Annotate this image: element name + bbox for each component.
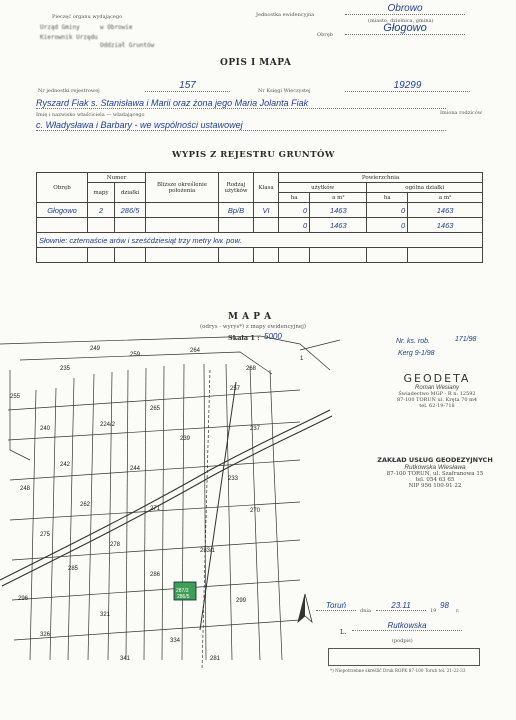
geodeta-title: GEODETA [403, 372, 471, 385]
parcel-label: 233 [228, 476, 239, 482]
th-klasa: Klasa [254, 173, 279, 203]
signature-value: Rutkowska [352, 621, 462, 631]
cell-dzialki: 286/5 [115, 203, 146, 218]
zaklad-line: tel. 054 63 65 [415, 477, 455, 483]
parcel-label: 262 [80, 502, 91, 508]
cell-uz-ha: 0 [279, 203, 310, 218]
footer-r-label: r. [456, 608, 460, 614]
owner-line-2-label: Imię i nazwisko właściciela — władającego [36, 112, 145, 118]
footer-small-stamp [328, 648, 480, 666]
cell-uz-a: 1463 [310, 203, 367, 218]
parcel-label: 1 [300, 356, 304, 362]
th-uzytkow: użytków [279, 183, 367, 193]
issuer-stamp-line: w Obrowie [100, 24, 133, 31]
parcel-label: 240 [40, 426, 51, 432]
skala-label: Skala 1 : [228, 334, 260, 342]
north-arrow-icon [292, 592, 318, 626]
parcel-label: 255 [10, 394, 21, 400]
th-ha: ha [279, 193, 310, 203]
nr-jednostki-value: 157 [145, 80, 230, 92]
footer-year: 98 [440, 601, 449, 610]
parcel-label: 286 [150, 572, 161, 578]
th-ha: ha [367, 193, 408, 203]
issuer-stamp [30, 14, 180, 54]
zaklad-line: NIP 956 100-91 22 [408, 483, 462, 489]
cell-miejsce [146, 203, 219, 218]
parcel-label: 285 [68, 566, 79, 572]
th-dzialki: działki [115, 183, 146, 203]
parcel-label: 278 [110, 542, 121, 548]
wypis-table [36, 172, 483, 263]
parcel-label: 259 [130, 352, 141, 358]
zaklad-line: 87-100 TORUŃ, ul. Szafranowa 15 [386, 471, 484, 477]
mapa-subtitle: (odrys - wyrys*) z mapy ewidencyjnej) [200, 324, 307, 330]
parcel-label: 257 [230, 386, 241, 392]
geodeta-stamp [382, 372, 492, 428]
th-rodzaj: Rodzaj użytków [219, 173, 254, 203]
kerg-number: Kerg 9-1/98 [398, 350, 435, 357]
parcel-label: 248 [20, 486, 31, 492]
skala-value: 5000 [264, 332, 282, 341]
table-row [37, 248, 483, 263]
th-obreb: Obręb [37, 173, 88, 203]
footer-dnia-label: dnia [360, 608, 372, 614]
table-row [37, 203, 483, 218]
th-powierzchnia: Powierzchnia [279, 173, 483, 183]
footer-small-print: *) Niepotrzebne skreślić Druk ROPK 87-100 Toruń tel. 21-22-33 [330, 668, 466, 673]
parcel-label: 265 [150, 406, 161, 412]
parcel-label: 299 [236, 598, 247, 604]
wypis-title: WYPIS Z REJESTRU GRUNTÓW [172, 150, 335, 160]
parcel-label: 239 [180, 436, 191, 442]
parcel-label: 341 [120, 656, 131, 662]
zaklad-owner: Rutkowska Wiesława [404, 464, 466, 471]
cell-og-a: 1463 [408, 218, 483, 233]
geodeta-line: Świadectwo MGP - R n: 12592 [398, 391, 476, 397]
zaklad-stamp [370, 456, 500, 489]
opis-title: OPIS I MAPA [220, 58, 292, 68]
cell-rodzaj: Bp/B [219, 203, 254, 218]
nr-jednostki-label: Nr jednostki rejestrowej [38, 88, 100, 94]
issuer-stamp-line: Kierownik Urzędu [40, 34, 98, 41]
jednostka-label: Jednostka ewidencyjna [256, 12, 315, 18]
parcel-label: 270 [250, 508, 261, 514]
cell-og-ha: 0 [367, 203, 408, 218]
parcel-label: 275 [40, 532, 51, 538]
th-numer: Numer [88, 173, 146, 183]
footer-date: 23.11 [376, 601, 426, 611]
cell-og-ha: 0 [367, 218, 408, 233]
cell-uz-a: 1463 [310, 218, 367, 233]
th-a: a m² [408, 193, 483, 203]
parcel-label: 321 [100, 612, 111, 618]
signature-label: L. [340, 628, 347, 636]
nr-ks-value: 171/98 [455, 336, 477, 343]
th-mapy: mapy [88, 183, 115, 203]
cell-mapy: 2 [88, 203, 115, 218]
parcel-label: 235 [60, 366, 71, 372]
cell-uz-ha: 0 [279, 218, 310, 233]
parcel-label: 242 [60, 462, 71, 468]
jednostka-sub: (miasto, dzielnica, gmina) [368, 18, 434, 24]
th-a: a m² [310, 193, 367, 203]
owner-line-1-note: Imiona rodziców [440, 110, 483, 116]
geodeta-line: tel. 62-19-718 [419, 403, 455, 409]
table-row [37, 233, 483, 248]
zaklad-title: ZAKŁAD USŁUG GEODEZYJNYCH [377, 456, 493, 464]
issuer-stamp-line: Urząd Gminy [40, 24, 80, 31]
parcel-label: 224/2 [100, 422, 116, 428]
jednostka-value: Obrowo [345, 3, 465, 15]
parcel-label: 283/1 [200, 548, 216, 554]
issuer-stamp-caption: Pieczęć organu wydającego [52, 14, 123, 20]
owner-line-2: c. Władysława i Barbary - we wspólności ustawowej [36, 120, 446, 131]
highlighted-parcel-label: 287/3 [176, 588, 189, 594]
parcel-label: 264 [190, 348, 201, 354]
obreb-value: Głogowo [345, 22, 465, 35]
parcel-label: 296 [18, 596, 29, 602]
nr-ksiegi-value: 19299 [345, 80, 470, 92]
obreb-label: Obręb [317, 32, 333, 38]
footer-place: Toruń [316, 601, 356, 611]
th-miejsce: Bliższe określenie położenia [146, 173, 219, 203]
geodeta-name: Roman Wesiany [415, 385, 459, 391]
nr-ksiegi-label: Nr Księgi Wieczystej [258, 88, 311, 94]
parcel-label: 244 [130, 466, 141, 472]
cell-og-a: 1463 [408, 203, 483, 218]
parcel-label: 334 [170, 638, 181, 644]
issuer-stamp-line: Oddział Gruntów [100, 42, 155, 49]
cadastral-map [0, 330, 360, 680]
parcel-label: 249 [90, 346, 101, 352]
parcel-label: 237 [250, 426, 261, 432]
cell-klasa: VI [254, 203, 279, 218]
owner-line-1: Ryszard Fiak s. Stanisława i Marii oraz żona jego Maria Jolanta Fiak [36, 98, 446, 109]
mapa-title: M A P A [228, 312, 272, 322]
th-ogolna: ogólna działki [367, 183, 483, 193]
parcel-label: 326 [40, 632, 51, 638]
table-row [37, 218, 483, 233]
nr-ks-label: Nr. ks. rob. [396, 338, 430, 345]
cell-obreb: Głogowo [37, 203, 88, 218]
slownie-note: Słownie: czternaście arów i sześćdziesiąt trzy metry kw. pow. [37, 233, 483, 248]
geodeta-line: 87-100 TORUŃ ul. Kręta 70 m4 [396, 397, 478, 403]
highlighted-parcel-label: 286/5 [177, 594, 190, 600]
parcel-label: 281 [210, 656, 221, 662]
parcel-label: 271 [150, 506, 161, 512]
footer-year-label: 19 [430, 608, 437, 614]
parcel-label: 268 [246, 366, 257, 372]
signature-sub: (podpis) [392, 638, 413, 644]
